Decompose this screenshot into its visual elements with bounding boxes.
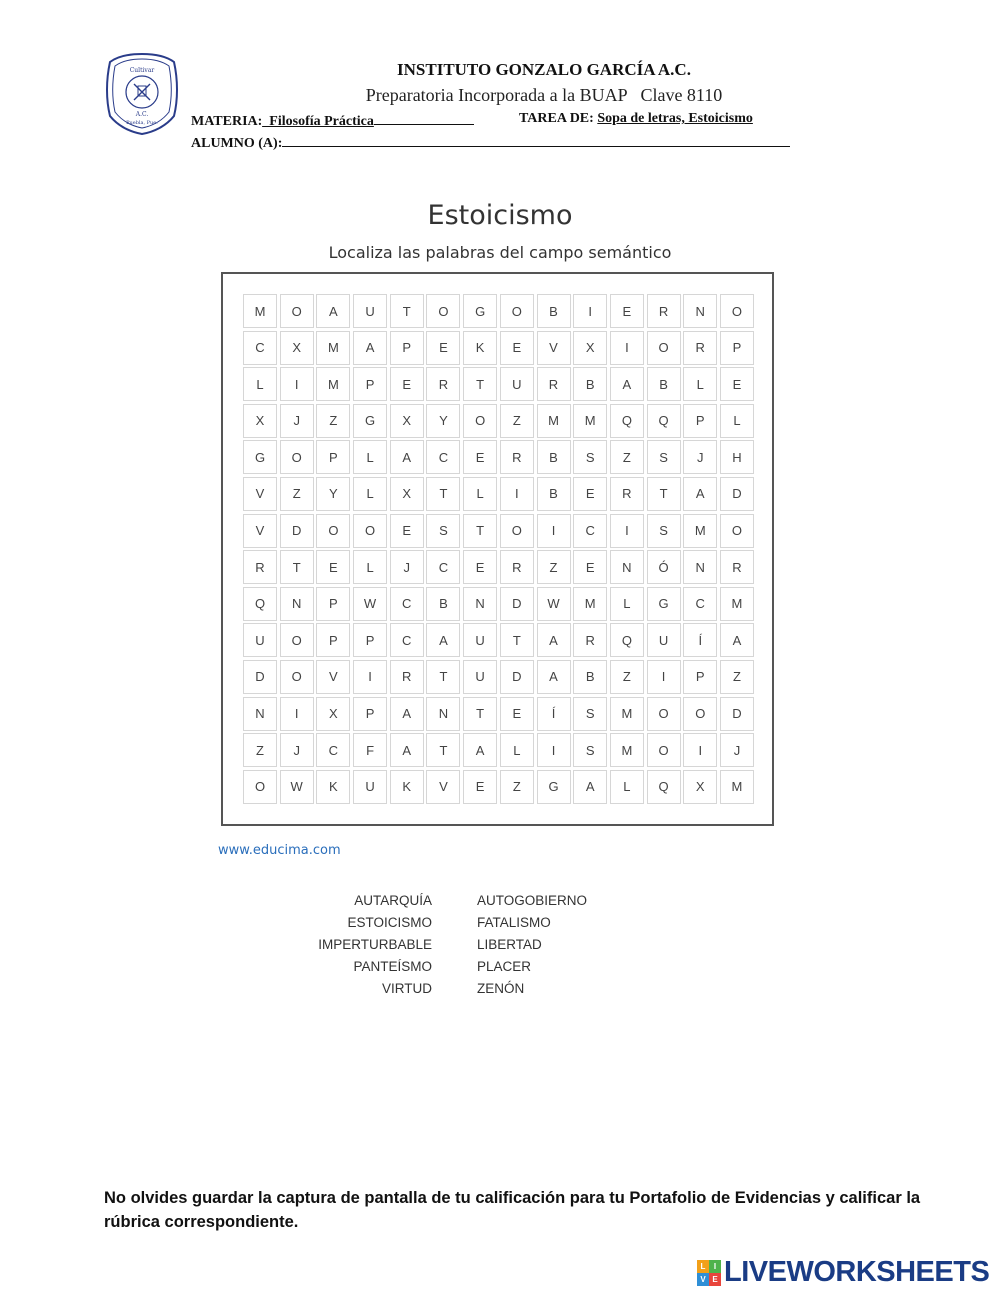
- grid-cell[interactable]: N: [610, 550, 644, 584]
- grid-cell[interactable]: O: [463, 404, 497, 438]
- alumno-row: [191, 133, 790, 152]
- grid-cell[interactable]: O: [280, 660, 314, 694]
- grid-cell[interactable]: K: [316, 770, 350, 804]
- grid-cell[interactable]: A: [610, 367, 644, 401]
- grid-cell[interactable]: C: [316, 733, 350, 767]
- grid-cell[interactable]: R: [243, 550, 277, 584]
- grid-cell[interactable]: A: [537, 660, 571, 694]
- materia-row: [191, 111, 474, 130]
- grid-cell[interactable]: Q: [647, 404, 681, 438]
- word-list-item: AUTARQUÍA: [354, 893, 432, 908]
- grid-cell[interactable]: D: [243, 660, 277, 694]
- grid-cell[interactable]: V: [426, 770, 460, 804]
- logo-square: E: [709, 1273, 721, 1286]
- worksheet-title: Estoicismo: [427, 200, 573, 231]
- grid-cell[interactable]: M: [316, 367, 350, 401]
- svg-text:Puebla, Pue.: Puebla, Pue.: [126, 120, 158, 126]
- grid-cell[interactable]: X: [683, 770, 717, 804]
- grid-cell[interactable]: S: [573, 733, 607, 767]
- grid-cell[interactable]: G: [537, 770, 571, 804]
- word-search-grid[interactable]: [243, 294, 754, 804]
- grid-cell[interactable]: E: [390, 367, 424, 401]
- grid-cell[interactable]: V: [537, 331, 571, 365]
- grid-cell[interactable]: B: [537, 440, 571, 474]
- credit-link[interactable]: www.educima.com: [218, 843, 341, 858]
- grid-cell[interactable]: A: [720, 623, 754, 657]
- grid-cell[interactable]: L: [610, 587, 644, 621]
- grid-cell[interactable]: U: [353, 294, 387, 328]
- grid-cell[interactable]: R: [500, 550, 534, 584]
- grid-cell[interactable]: Z: [316, 404, 350, 438]
- grid-cell[interactable]: E: [316, 550, 350, 584]
- grid-cell[interactable]: R: [390, 660, 424, 694]
- grid-cell[interactable]: O: [280, 440, 314, 474]
- grid-cell[interactable]: L: [683, 367, 717, 401]
- grid-cell[interactable]: I: [610, 514, 644, 548]
- grid-cell[interactable]: Z: [280, 477, 314, 511]
- grid-cell[interactable]: B: [537, 477, 571, 511]
- grid-cell[interactable]: G: [353, 404, 387, 438]
- grid-cell[interactable]: M: [683, 514, 717, 548]
- grid-cell[interactable]: Í: [683, 623, 717, 657]
- grid-cell[interactable]: S: [647, 514, 681, 548]
- grid-cell[interactable]: T: [426, 477, 460, 511]
- grid-cell[interactable]: E: [573, 477, 607, 511]
- grid-cell[interactable]: A: [463, 733, 497, 767]
- grid-cell[interactable]: R: [610, 477, 644, 511]
- word-list-item: AUTOGOBIERNO: [477, 893, 588, 908]
- grid-cell[interactable]: T: [463, 697, 497, 731]
- grid-cell[interactable]: I: [353, 660, 387, 694]
- materia-value: _Filosofía Práctica: [262, 114, 374, 129]
- grid-cell[interactable]: T: [500, 623, 534, 657]
- grid-cell[interactable]: Z: [500, 404, 534, 438]
- grid-cell[interactable]: O: [500, 294, 534, 328]
- tarea-label: TAREA DE:: [519, 111, 594, 126]
- word-list-item: FATALISMO: [477, 915, 551, 930]
- grid-cell[interactable]: U: [500, 367, 534, 401]
- grid-cell[interactable]: I: [537, 514, 571, 548]
- svg-text:Cultivar: Cultivar: [129, 67, 155, 74]
- grid-cell[interactable]: O: [720, 514, 754, 548]
- grid-cell[interactable]: A: [316, 294, 350, 328]
- grid-cell[interactable]: M: [720, 587, 754, 621]
- grid-cell[interactable]: M: [573, 587, 607, 621]
- grid-cell[interactable]: A: [683, 477, 717, 511]
- grid-cell[interactable]: L: [610, 770, 644, 804]
- grid-cell[interactable]: E: [500, 331, 534, 365]
- grid-cell[interactable]: P: [353, 697, 387, 731]
- grid-cell[interactable]: A: [426, 623, 460, 657]
- word-list-item: PANTEÍSMO: [353, 959, 432, 974]
- grid-cell[interactable]: L: [243, 367, 277, 401]
- grid-cell[interactable]: G: [463, 294, 497, 328]
- grid-cell[interactable]: I: [610, 331, 644, 365]
- grid-cell[interactable]: S: [573, 697, 607, 731]
- grid-cell[interactable]: P: [316, 587, 350, 621]
- institution-name: INSTITUTO GONZALO GARCÍA A.C.: [397, 60, 691, 79]
- grid-cell[interactable]: L: [353, 550, 387, 584]
- grid-cell[interactable]: K: [463, 331, 497, 365]
- grid-cell[interactable]: A: [390, 440, 424, 474]
- grid-cell[interactable]: Z: [500, 770, 534, 804]
- grid-cell[interactable]: C: [426, 550, 460, 584]
- grid-cell[interactable]: M: [243, 294, 277, 328]
- grid-cell[interactable]: V: [316, 660, 350, 694]
- logo-square: L: [697, 1260, 709, 1273]
- grid-cell[interactable]: A: [390, 733, 424, 767]
- grid-cell[interactable]: R: [647, 294, 681, 328]
- grid-cell[interactable]: I: [573, 294, 607, 328]
- grid-cell[interactable]: M: [316, 331, 350, 365]
- grid-cell[interactable]: W: [353, 587, 387, 621]
- grid-cell[interactable]: T: [426, 660, 460, 694]
- grid-cell[interactable]: R: [720, 550, 754, 584]
- grid-cell[interactable]: X: [280, 331, 314, 365]
- grid-cell[interactable]: C: [390, 587, 424, 621]
- grid-cell[interactable]: E: [390, 514, 424, 548]
- word-list-item: VIRTUD: [381, 981, 432, 996]
- worksheet-subtitle: Localiza las palabras del campo semántico: [328, 243, 672, 262]
- grid-cell[interactable]: Q: [243, 587, 277, 621]
- grid-cell[interactable]: L: [500, 733, 534, 767]
- grid-cell[interactable]: X: [390, 477, 424, 511]
- grid-cell[interactable]: E: [610, 294, 644, 328]
- word-list-item: LIBERTAD: [477, 937, 542, 952]
- grid-cell[interactable]: A: [537, 623, 571, 657]
- grid-cell[interactable]: U: [353, 770, 387, 804]
- grid-cell[interactable]: P: [316, 623, 350, 657]
- grid-cell[interactable]: A: [353, 331, 387, 365]
- grid-cell[interactable]: S: [426, 514, 460, 548]
- grid-cell[interactable]: H: [720, 440, 754, 474]
- logo-square: V: [697, 1273, 709, 1286]
- grid-cell[interactable]: Z: [537, 550, 571, 584]
- grid-cell[interactable]: G: [243, 440, 277, 474]
- grid-cell[interactable]: O: [647, 697, 681, 731]
- grid-cell[interactable]: C: [390, 623, 424, 657]
- grid-cell[interactable]: E: [463, 440, 497, 474]
- grid-cell[interactable]: D: [720, 697, 754, 731]
- grid-cell[interactable]: A: [573, 770, 607, 804]
- grid-cell[interactable]: O: [683, 697, 717, 731]
- alumno-label: ALUMNO (A):: [191, 136, 283, 151]
- grid-cell[interactable]: D: [720, 477, 754, 511]
- grid-cell[interactable]: T: [463, 514, 497, 548]
- grid-cell[interactable]: E: [573, 550, 607, 584]
- grid-cell[interactable]: R: [500, 440, 534, 474]
- grid-cell[interactable]: D: [500, 660, 534, 694]
- grid-cell[interactable]: W: [537, 587, 571, 621]
- grid-cell[interactable]: J: [720, 733, 754, 767]
- grid-cell[interactable]: O: [353, 514, 387, 548]
- grid-cell[interactable]: E: [720, 367, 754, 401]
- grid-cell[interactable]: B: [573, 660, 607, 694]
- grid-cell[interactable]: O: [647, 733, 681, 767]
- grid-cell[interactable]: E: [426, 331, 460, 365]
- liveworksheets-logo-icon: [697, 1260, 721, 1286]
- grid-cell[interactable]: I: [683, 733, 717, 767]
- svg-text:A.C.: A.C.: [135, 111, 149, 118]
- grid-cell[interactable]: B: [426, 587, 460, 621]
- grid-cell[interactable]: U: [243, 623, 277, 657]
- grid-cell[interactable]: N: [426, 697, 460, 731]
- grid-cell[interactable]: D: [280, 514, 314, 548]
- grid-cell[interactable]: C: [243, 331, 277, 365]
- grid-cell[interactable]: B: [537, 294, 571, 328]
- grid-cell[interactable]: B: [573, 367, 607, 401]
- grid-cell[interactable]: E: [463, 770, 497, 804]
- grid-cell[interactable]: R: [573, 623, 607, 657]
- institution-subtitle: Preparatoria Incorporada a la BUAP Clave 8110: [365, 85, 723, 105]
- grid-cell[interactable]: L: [720, 404, 754, 438]
- grid-cell[interactable]: Z: [610, 440, 644, 474]
- grid-cell[interactable]: C: [573, 514, 607, 548]
- grid-cell[interactable]: Q: [610, 623, 644, 657]
- grid-cell[interactable]: I: [280, 367, 314, 401]
- grid-cell[interactable]: R: [683, 331, 717, 365]
- grid-cell[interactable]: C: [683, 587, 717, 621]
- grid-cell[interactable]: K: [390, 770, 424, 804]
- grid-cell[interactable]: O: [243, 770, 277, 804]
- grid-cell[interactable]: Y: [316, 477, 350, 511]
- grid-cell[interactable]: I: [647, 660, 681, 694]
- grid-cell[interactable]: U: [463, 623, 497, 657]
- grid-cell[interactable]: T: [390, 294, 424, 328]
- grid-cell[interactable]: N: [463, 587, 497, 621]
- grid-cell[interactable]: O: [500, 514, 534, 548]
- tarea-row: [519, 111, 753, 127]
- grid-cell[interactable]: T: [463, 367, 497, 401]
- grid-cell[interactable]: V: [243, 514, 277, 548]
- grid-cell[interactable]: S: [647, 440, 681, 474]
- logo-square: I: [709, 1260, 721, 1273]
- grid-cell[interactable]: T: [280, 550, 314, 584]
- grid-cell[interactable]: S: [573, 440, 607, 474]
- grid-cell[interactable]: Q: [610, 404, 644, 438]
- grid-cell[interactable]: Z: [243, 733, 277, 767]
- grid-cell[interactable]: O: [720, 294, 754, 328]
- grid-cell[interactable]: W: [280, 770, 314, 804]
- grid-cell[interactable]: L: [463, 477, 497, 511]
- grid-cell[interactable]: U: [463, 660, 497, 694]
- grid-cell[interactable]: I: [280, 697, 314, 731]
- materia-underline: [374, 111, 474, 125]
- grid-cell[interactable]: I: [537, 733, 571, 767]
- grid-cell[interactable]: O: [280, 294, 314, 328]
- grid-cell[interactable]: Y: [426, 404, 460, 438]
- grid-cell[interactable]: I: [500, 477, 534, 511]
- grid-cell[interactable]: R: [426, 367, 460, 401]
- grid-cell[interactable]: Ó: [647, 550, 681, 584]
- grid-cell[interactable]: P: [390, 331, 424, 365]
- word-list-item: IMPERTURBABLE: [318, 937, 432, 952]
- grid-cell[interactable]: E: [463, 550, 497, 584]
- grid-cell[interactable]: R: [537, 367, 571, 401]
- grid-cell[interactable]: Z: [610, 660, 644, 694]
- grid-cell[interactable]: Q: [647, 770, 681, 804]
- grid-cell[interactable]: M: [610, 697, 644, 731]
- grid-cell[interactable]: Z: [720, 660, 754, 694]
- grid-cell[interactable]: P: [720, 331, 754, 365]
- word-list-item: ZENÓN: [477, 981, 525, 996]
- grid-cell[interactable]: B: [647, 367, 681, 401]
- grid-cell[interactable]: N: [280, 587, 314, 621]
- grid-cell[interactable]: O: [316, 514, 350, 548]
- grid-cell[interactable]: P: [683, 404, 717, 438]
- word-search-frame: [221, 272, 774, 826]
- grid-cell[interactable]: O: [426, 294, 460, 328]
- grid-cell[interactable]: F: [353, 733, 387, 767]
- grid-cell[interactable]: X: [243, 404, 277, 438]
- grid-cell[interactable]: N: [683, 550, 717, 584]
- grid-cell[interactable]: E: [500, 697, 534, 731]
- grid-cell[interactable]: G: [647, 587, 681, 621]
- grid-cell[interactable]: T: [647, 477, 681, 511]
- grid-cell[interactable]: O: [647, 331, 681, 365]
- grid-cell[interactable]: X: [316, 697, 350, 731]
- grid-cell[interactable]: L: [353, 440, 387, 474]
- grid-cell[interactable]: V: [243, 477, 277, 511]
- grid-cell[interactable]: M: [610, 733, 644, 767]
- tarea-value: Sopa de letras, Estoicismo: [597, 111, 753, 126]
- grid-cell[interactable]: J: [280, 404, 314, 438]
- grid-cell[interactable]: L: [353, 477, 387, 511]
- grid-cell[interactable]: T: [426, 733, 460, 767]
- grid-cell[interactable]: J: [390, 550, 424, 584]
- grid-cell[interactable]: Í: [537, 697, 571, 731]
- liveworksheets-logo-text: LIVEWORKSHEETS: [724, 1256, 990, 1288]
- grid-cell[interactable]: N: [683, 294, 717, 328]
- grid-cell[interactable]: P: [353, 367, 387, 401]
- grid-cell[interactable]: O: [280, 623, 314, 657]
- instruction-note: No olvides guardar la captura de pantalla de tu calificación para tu Portafolio de Evidencias y calificar la rúbrica correspondiente.: [104, 1189, 921, 1231]
- grid-cell[interactable]: P: [353, 623, 387, 657]
- grid-cell[interactable]: N: [243, 697, 277, 731]
- grid-cell[interactable]: J: [683, 440, 717, 474]
- word-list-item: PLACER: [477, 959, 532, 974]
- word-list-item: ESTOICISMO: [347, 915, 432, 930]
- grid-cell[interactable]: U: [647, 623, 681, 657]
- grid-cell[interactable]: A: [390, 697, 424, 731]
- grid-cell[interactable]: M: [537, 404, 571, 438]
- liveworksheets-logo[interactable]: [697, 1256, 989, 1289]
- grid-cell[interactable]: P: [316, 440, 350, 474]
- grid-cell[interactable]: P: [683, 660, 717, 694]
- grid-cell[interactable]: M: [573, 404, 607, 438]
- grid-cell[interactable]: X: [390, 404, 424, 438]
- grid-cell[interactable]: D: [500, 587, 534, 621]
- grid-cell[interactable]: C: [426, 440, 460, 474]
- grid-cell[interactable]: M: [720, 770, 754, 804]
- grid-cell[interactable]: J: [280, 733, 314, 767]
- materia-label: MATERIA:: [191, 114, 263, 129]
- grid-cell[interactable]: X: [573, 331, 607, 365]
- alumno-name-line[interactable]: [282, 133, 790, 147]
